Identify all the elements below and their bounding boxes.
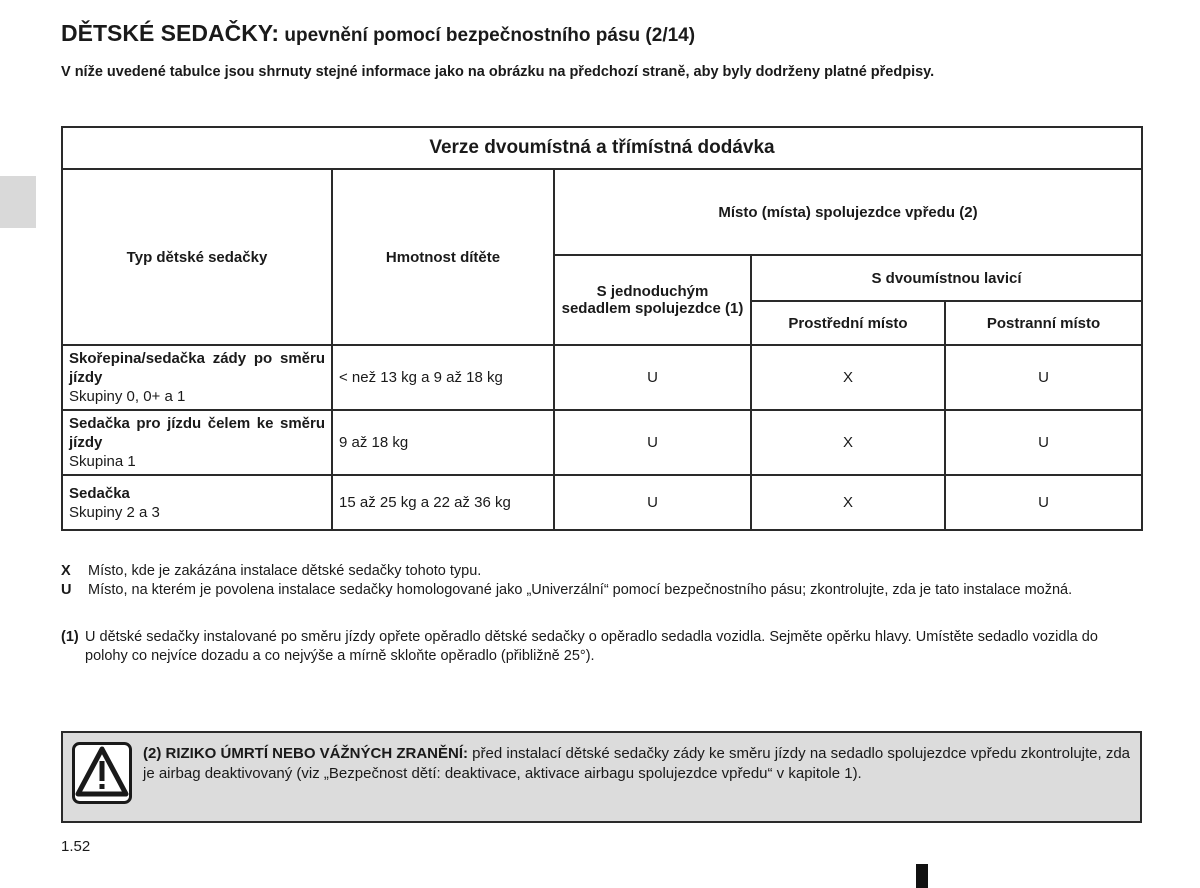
single-seat-cell: U — [554, 475, 751, 530]
intro-text: V níže uvedené tabulce jsou shrnuty stejné informace jako na obrázku na předchozí straně, aby byly dodrženy platné předpisy. — [61, 64, 935, 80]
header-type: Typ dětské sedačky — [62, 169, 332, 345]
legend — [61, 562, 1141, 600]
seat-type: Skořepina/sedačka zády po směru jízdy — [69, 350, 325, 386]
seat-type-cell — [62, 345, 332, 410]
warning-body: před instalací dětské sedačky zády ke směru jízdy na sedadlo spolujezdce vpředu zkontrolujte, zda je airbag deaktivovaný (viz „Bezpečnost dětí: deaktivace, aktivace airbagu spolujezdce vpředu“ v kapitole 1). — [143, 745, 1131, 782]
page-title — [61, 20, 695, 47]
seat-group: Skupiny 2 a 3 — [69, 503, 160, 521]
table-row — [62, 475, 1142, 530]
side-seat-cell: U — [945, 345, 1142, 410]
single-seat-cell: U — [554, 410, 751, 475]
legend-text: Místo, na kterém je povolena instalace sedačky homologované jako „Univerzální“ pomocí bezpečnostního pásu; zkontrolujte, zda je tato instalace možná. — [88, 582, 1073, 598]
seat-type: Sedačka pro jízdu čelem ke směru jízdy — [69, 415, 325, 451]
child-seat-table — [61, 126, 1143, 531]
side-seat-cell: U — [945, 410, 1142, 475]
legend-text: Místo, kde je zakázána instalace dětské sedačky tohoto typu. — [88, 563, 482, 579]
legend-item — [61, 581, 1141, 600]
footnote-key: (1) — [61, 629, 79, 645]
title-main: DĚTSKÉ SEDAČKY: — [61, 20, 280, 46]
header-bench: S dvoumístnou lavicí — [751, 255, 1142, 301]
legend-key: U — [61, 582, 72, 598]
footnote-text: U dětské sedačky instalované po směru jízdy opřete opěradlo dětské sedačky o opěradlo sedadla vozidla. Sejměte opěrku hlavy. Umístěte sedadlo vozidla do polohy co nejvíce dozadu a co nejvýše a mírně skloňte opěradlo (přibližně 25°). — [85, 629, 1098, 664]
seat-type-cell — [62, 475, 332, 530]
legend-key: X — [61, 563, 71, 579]
page-number: 1.52 — [61, 838, 91, 855]
footnote-1 — [61, 628, 1141, 666]
header-single-seat: S jednoduchým sedadlem spolujezdce (1) — [554, 255, 751, 345]
mass-cell: 9 až 18 kg — [332, 410, 554, 475]
single-seat-cell: U — [554, 345, 751, 410]
middle-seat-cell: X — [751, 410, 945, 475]
header-middle-seat: Prostřední místo — [751, 301, 945, 345]
mass-cell: < než 13 kg a 9 až 18 kg — [332, 345, 554, 410]
header-mass: Hmotnost dítěte — [332, 169, 554, 345]
side-seat-cell: U — [945, 475, 1142, 530]
header-front-seat: Místo (místa) spolujezdce vpředu (2) — [554, 169, 1142, 255]
page-edge-marker — [916, 864, 928, 888]
seat-type-cell — [62, 410, 332, 475]
table-caption: Verze dvoumístná a třímístná dodávka — [62, 127, 1142, 169]
middle-seat-cell: X — [751, 345, 945, 410]
seat-type: Sedačka — [69, 484, 130, 502]
mass-cell: 15 až 25 kg a 22 až 36 kg — [332, 475, 554, 530]
warning-text — [143, 744, 1133, 784]
seat-group: Skupiny 0, 0+ a 1 — [69, 388, 186, 405]
chapter-tab — [0, 176, 36, 228]
seat-group: Skupina 1 — [69, 453, 136, 470]
warning-box — [61, 731, 1142, 823]
header-side-seat: Postranní místo — [945, 301, 1142, 345]
warning-heading: (2) RIZIKO ÚMRTÍ NEBO VÁŽNÝCH ZRANĚNÍ: — [143, 745, 468, 762]
table-row — [62, 345, 1142, 410]
warning-triangle-icon — [72, 742, 132, 804]
legend-item — [61, 562, 1141, 581]
table-row — [62, 410, 1142, 475]
title-sub: upevnění pomocí bezpečnostního pásu (2/14) — [279, 25, 696, 46]
middle-seat-cell: X — [751, 475, 945, 530]
